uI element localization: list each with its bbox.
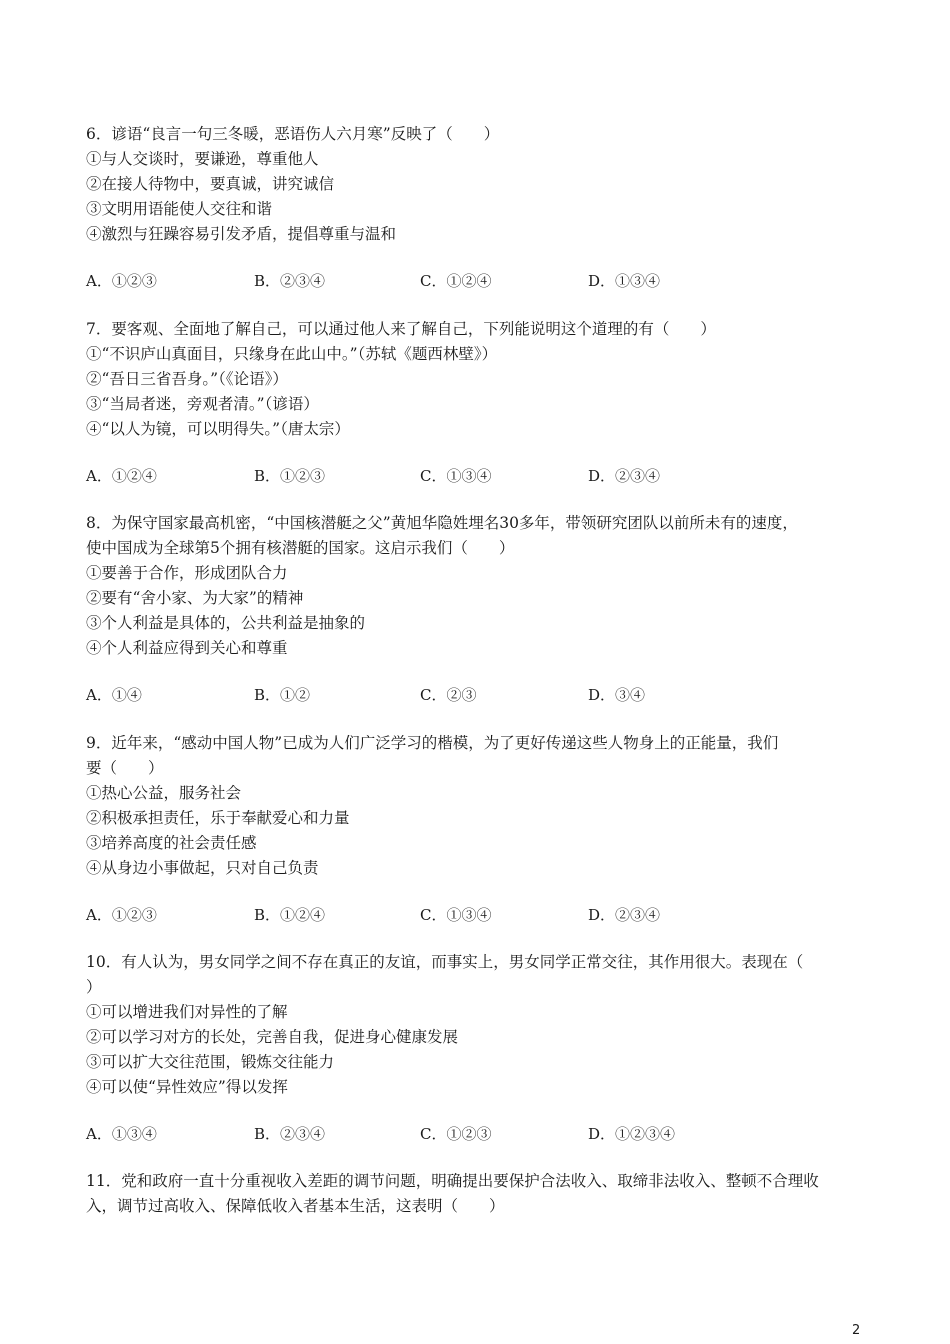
question-8	[86, 511, 876, 708]
question-10	[86, 950, 876, 1147]
option-item: ④可以使“异性效应”得以发挥	[86, 1078, 288, 1096]
question-stem: 10．有人认为，男女同学之间不存在真正的友谊，而事实上，男女同学正常交往，其作用很大。表现在（	[86, 953, 804, 971]
option-item: ④从身边小事做起，只对自己负责	[86, 859, 319, 877]
question-9	[86, 731, 876, 928]
choice-c: C．①③④	[420, 906, 492, 924]
option-item: ②积极承担责任，乐于奉献爱心和力量	[86, 809, 350, 827]
option-item: ①“不识庐山真面目，只缘身在此山中。”（苏轼《题西林壁》）	[86, 345, 498, 363]
choice-b: B．①②	[254, 686, 311, 704]
choice-a: A．①②③	[86, 272, 157, 290]
choice-a: A．①②④	[86, 467, 157, 485]
choice-d: D．①③④	[588, 272, 661, 290]
option-item: ④“以人为镜，可以明得失。”（唐太宗）	[86, 420, 350, 438]
option-item: ①与人交谈时，要谦逊，尊重他人	[86, 150, 319, 168]
choice-d: D．②③④	[588, 467, 661, 485]
option-item: ①热心公益，服务社会	[86, 784, 242, 802]
question-stem: 9．近年来，“感动中国人物”已成为人们广泛学习的楷模，为了更好传递这些人物身上的正能量，我们	[86, 734, 779, 752]
question-stem: 6．谚语“良言一句三冬暖，恶语伤人六月寒”反映了（ ）	[86, 125, 500, 143]
choice-d: D．②③④	[588, 906, 661, 924]
choice-b: B．②③④	[254, 1125, 326, 1143]
option-item: ③个人利益是具体的，公共利益是抽象的	[86, 614, 366, 632]
page-number: 2	[852, 1323, 861, 1338]
choice-a: A．①④	[86, 686, 142, 704]
question-stem: ）	[86, 978, 102, 996]
option-item: ④个人利益应得到关心和尊重	[86, 639, 288, 657]
choice-b: B．①②③	[254, 467, 326, 485]
question-6	[86, 122, 876, 294]
option-item: ②“吾日三省吾身。”（《论语》）	[86, 370, 288, 388]
option-item: ③“当局者迷，旁观者清。”（谚语）	[86, 395, 319, 413]
answer-choices	[86, 903, 876, 928]
option-item: ①要善于合作，形成团队合力	[86, 564, 288, 582]
option-item: ③可以扩大交往范围，锻炼交往能力	[86, 1053, 335, 1071]
option-item: ①可以增进我们对异性的了解	[86, 1003, 288, 1021]
question-7	[86, 317, 876, 489]
option-item: ③培养高度的社会责任感	[86, 834, 257, 852]
question-stem: 入，调节过高收入、保障低收入者基本生活，这表明（ ）	[86, 1197, 505, 1215]
answer-choices	[86, 1122, 876, 1147]
option-item: ②可以学习对方的长处，完善自我，促进身心健康发展	[86, 1028, 459, 1046]
question-stem: 要（ ）	[86, 759, 164, 777]
question-stem: 8．为保守国家最高机密，“中国核潜艇之父”黄旭华隐姓埋名30多年，带领研究团队以前所未有的速度，	[86, 514, 798, 532]
option-item: ③文明用语能使人交往和谐	[86, 200, 273, 218]
choice-d: D．①②③④	[588, 1125, 676, 1143]
choice-d: D．③④	[588, 686, 646, 704]
choice-c: C．①②④	[420, 272, 492, 290]
option-item: ②要有“舍小家、为大家”的精神	[86, 589, 304, 607]
answer-choices	[86, 269, 876, 294]
answer-choices	[86, 464, 876, 489]
choice-c: C．①②③	[420, 1125, 492, 1143]
question-stem: 使中国成为全球第5个拥有核潜艇的国家。这启示我们（ ）	[86, 539, 515, 557]
option-item: ②在接人待物中，要真诚，讲究诚信	[86, 175, 335, 193]
question-11	[86, 1169, 876, 1219]
choice-c: C．①③④	[420, 467, 492, 485]
choice-b: B．②③④	[254, 272, 326, 290]
choice-c: C．②③	[420, 686, 477, 704]
question-stem: 11．党和政府一直十分重视收入差距的调节问题，明确提出要保护合法收入、取缔非法收入、整顿不合理收	[86, 1172, 819, 1190]
choice-a: A．①③④	[86, 1125, 157, 1143]
question-stem: 7．要客观、全面地了解自己，可以通过他人来了解自己，下列能说明这个道理的有（ ）	[86, 320, 716, 338]
choice-a: A．①②③	[86, 906, 157, 924]
choice-b: B．①②④	[254, 906, 326, 924]
option-item: ④激烈与狂躁容易引发矛盾，提倡尊重与温和	[86, 225, 397, 243]
answer-choices	[86, 683, 876, 708]
